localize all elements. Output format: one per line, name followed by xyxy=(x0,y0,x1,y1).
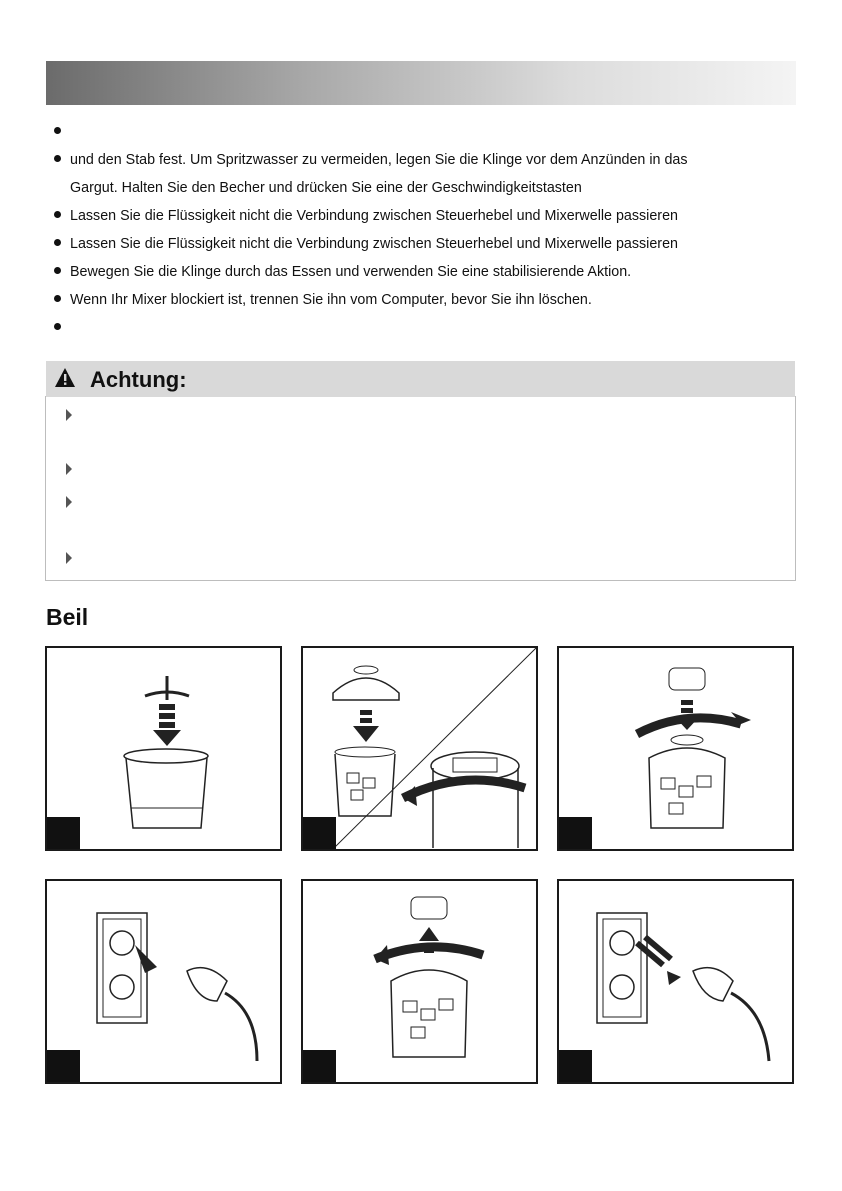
list-item xyxy=(46,118,806,146)
list-item xyxy=(46,314,806,342)
step-panel-2 xyxy=(301,646,538,851)
list-item: Bewegen Sie die Klinge durch das Essen und verwenden Sie eine stabilisierende Aktion. xyxy=(46,258,806,286)
list-item: und den Stab fest. Um Spritzwasser zu vermeiden, legen Sie die Klinge vor dem Anzünden in das xyxy=(46,146,806,174)
bullet-icon xyxy=(54,127,61,134)
step-panel-6 xyxy=(557,879,794,1084)
lid-attach-illustration xyxy=(303,648,536,849)
header-bar xyxy=(46,61,796,105)
motor-remove-illustration xyxy=(303,881,536,1082)
list-item: Wenn Ihr Mixer blockiert ist, trennen Sie ihn vom Computer, bevor Sie ihn löschen. xyxy=(46,286,806,314)
blade-insert-illustration xyxy=(47,648,280,849)
list-item: Lassen Sie die Flüssigkeit nicht die Verbindung zwischen Steuerhebel und Mixerwelle passieren xyxy=(46,202,806,230)
step-number-badge xyxy=(303,1050,336,1082)
step-panel-3 xyxy=(557,646,794,851)
step-panel-1 xyxy=(45,646,282,851)
warning-box xyxy=(45,396,796,581)
arrow-bullet-icon xyxy=(66,552,72,564)
instruction-list xyxy=(46,118,806,342)
plug-in-illustration xyxy=(47,881,280,1082)
unplug-illustration xyxy=(559,881,792,1082)
bullet-icon xyxy=(54,295,61,302)
step-number-badge xyxy=(559,1050,592,1082)
warning-title: Achtung: xyxy=(90,367,187,392)
arrow-bullet-icon xyxy=(66,409,72,421)
step-number-badge xyxy=(559,817,592,849)
step-number-badge xyxy=(303,817,336,849)
arrow-bullet-icon xyxy=(66,463,72,475)
bullet-icon xyxy=(54,239,61,246)
motor-attach-illustration xyxy=(559,648,792,849)
step-panel-4 xyxy=(45,879,282,1084)
bullet-icon xyxy=(54,155,61,162)
section-title: Beil xyxy=(46,604,89,630)
step-number-badge xyxy=(47,817,80,849)
bullet-icon xyxy=(54,211,61,218)
bullet-icon xyxy=(54,267,61,274)
warning-header xyxy=(46,361,795,397)
bullet-icon xyxy=(54,323,61,330)
list-item-continuation: Gargut. Halten Sie den Becher und drücken Sie eine der Geschwindigkeitstasten xyxy=(70,180,582,196)
step-panel-5 xyxy=(301,879,538,1084)
list-item: Lassen Sie die Flüssigkeit nicht die Verbindung zwischen Steuerhebel und Mixerwelle passieren xyxy=(46,230,806,258)
warning-icon xyxy=(54,367,76,389)
step-number-badge xyxy=(47,1050,80,1082)
arrow-bullet-icon xyxy=(66,496,72,508)
